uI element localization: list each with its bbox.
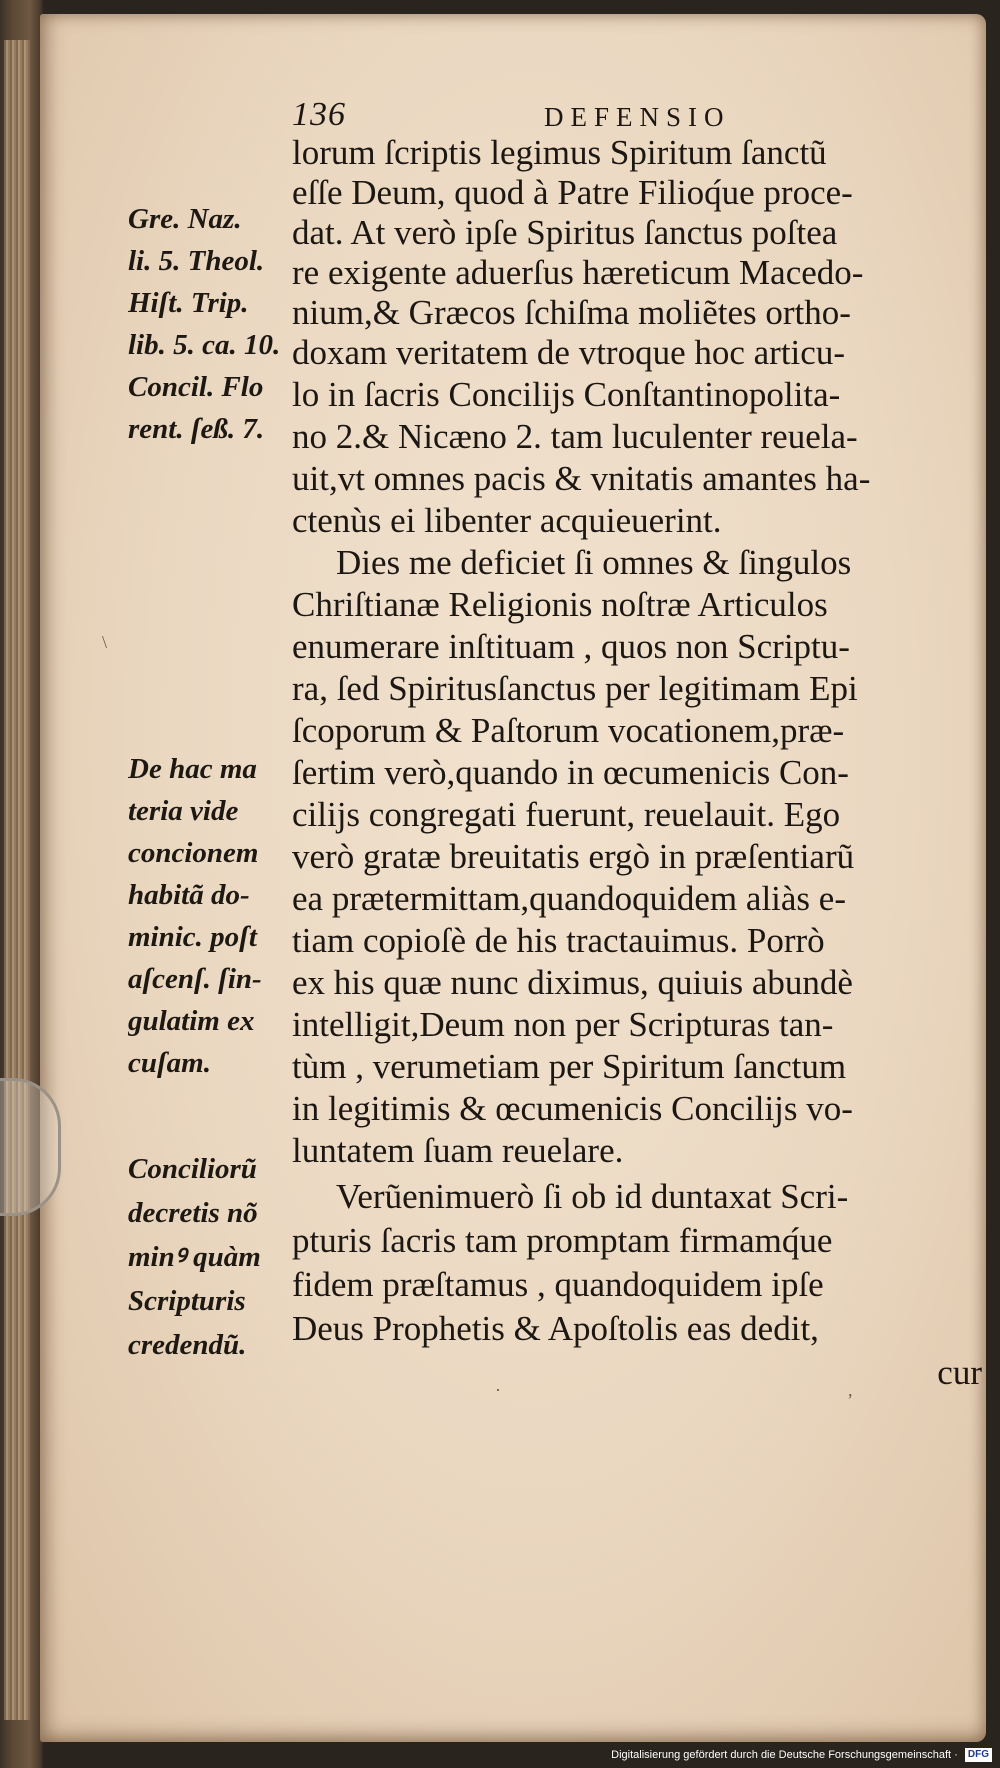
- margin-note-line: concionem: [128, 837, 259, 869]
- text-line: nium,& Græcos ſchiſma moliẽtes ortho-: [292, 293, 851, 332]
- margin-note-line: minꝰ quàm: [128, 1241, 261, 1273]
- margin-note-line: De hac ma: [128, 753, 257, 785]
- text-line: tiam copioſè de his tractauimus. Porrò: [292, 921, 825, 960]
- text-line: re exigente aduerſus hæreticum Macedo-: [292, 253, 864, 292]
- ink-speck-mark: ,: [848, 1380, 853, 1400]
- text-line: verò gratæ breuitatis ergò in præſentiarũ: [292, 837, 855, 876]
- text-line: lo in ſacris Concilijs Conſtantinopolita-: [292, 375, 841, 414]
- text-line: uit,vt omnes pacis & vnitatis amantes ha-: [292, 459, 871, 498]
- text-line: lorum ſcriptis legimus Spiritum ſanctũ: [292, 133, 827, 172]
- margin-note-line: teria vide: [128, 795, 239, 827]
- margin-note-line: Gre. Naz.: [128, 203, 242, 235]
- margin-note-line: Scripturis: [128, 1285, 246, 1317]
- paragraph-first-line: Dies me deficiet ſi omnes & ſingulos: [336, 543, 852, 582]
- text-line: pturis ſacris tam promptam firmamq́ue: [292, 1221, 833, 1260]
- margin-note-line: Hiſt. Trip.: [128, 287, 249, 319]
- text-line: cilijs congregati fuerunt, reuelauit. Ego: [292, 795, 841, 834]
- text-line: eſſe Deum, quod à Patre Filioq́ue proce-: [292, 173, 853, 212]
- dfg-logo: DFG: [965, 1748, 992, 1762]
- text-line: tùm , verumetiam per Spiritum ſanctum: [292, 1047, 847, 1086]
- margin-note-line: credendũ.: [128, 1329, 247, 1361]
- margin-note-line: lib. 5. ca. 10.: [128, 329, 281, 361]
- paragraph-first-line: Verũenimuerò ſi ob id duntaxat Scri-: [336, 1177, 849, 1216]
- ink-speck-mark: ·: [495, 1380, 501, 1400]
- text-line: in legitimis & œcumenicis Concilijs vo-: [292, 1089, 853, 1128]
- margin-note-line: gulatim ex: [128, 1005, 255, 1037]
- running-head: DEFENSIO: [544, 102, 731, 132]
- margin-note-line: Conciliorũ: [128, 1153, 257, 1185]
- text-line: Deus Prophetis & Apoſtolis eas dedit,: [292, 1309, 819, 1348]
- margin-note-line: rent. ſeß. 7.: [128, 413, 265, 445]
- text-line: fidem præſtamus , quandoquidem ipſe: [292, 1265, 824, 1304]
- text-line: ſertim verò,quando in œcumenicis Con-: [292, 753, 849, 792]
- margin-note-line: aſcenſ. ſin-: [128, 963, 262, 995]
- text-line: ra, ſed Spiritusſanctus per legitimam Epi: [292, 669, 858, 708]
- margin-note-line: li. 5. Theol.: [128, 245, 265, 277]
- digitization-credit: [611, 1745, 992, 1765]
- text-line: Chriſtianæ Religionis noſtræ Articulos: [292, 585, 828, 624]
- text-line: luntatem ſuam reuelare.: [292, 1131, 624, 1170]
- page-number: 136: [292, 96, 346, 133]
- text-line: ea prætermittam,quandoquidem aliàs e-: [292, 879, 846, 918]
- text-line: ex his quæ nunc diximus, quiuis abundè: [292, 963, 853, 1002]
- ink-speck-mark: \: [102, 632, 108, 652]
- margin-note-line: minic. poſt: [128, 921, 257, 953]
- text-line: dat. At verò ipſe Spiritus ſanctus poſtea: [292, 213, 838, 252]
- margin-note-line: cuſam.: [128, 1047, 211, 1079]
- margin-note-line: habitã do-: [128, 879, 250, 911]
- text-line: doxam veritatem de vtroque hoc articu-: [292, 333, 845, 372]
- bookmark-ribbon: [0, 1078, 61, 1216]
- text-line: ſcoporum & Paſtorum vocationem,præ-: [292, 711, 845, 750]
- text-line: ctenùs ei libenter acquieuerint.: [292, 501, 722, 540]
- page-stack-edge: [4, 40, 30, 1720]
- catchword: cur: [937, 1353, 982, 1392]
- text-line: no 2.& Nicæno 2. tam luculenter reuela-: [292, 417, 858, 456]
- text-line: intelligit,Deum non per Scripturas tan-: [292, 1005, 834, 1044]
- text-line: enumerare inſtituam , quos non Scriptu-: [292, 627, 850, 666]
- credit-text: Digitalisierung gefördert durch die Deutsche Forschungsgemeinschaft ·: [611, 1749, 958, 1761]
- margin-note-line: decretis nõ: [128, 1197, 258, 1229]
- margin-note-line: Concil. Flo: [128, 371, 264, 403]
